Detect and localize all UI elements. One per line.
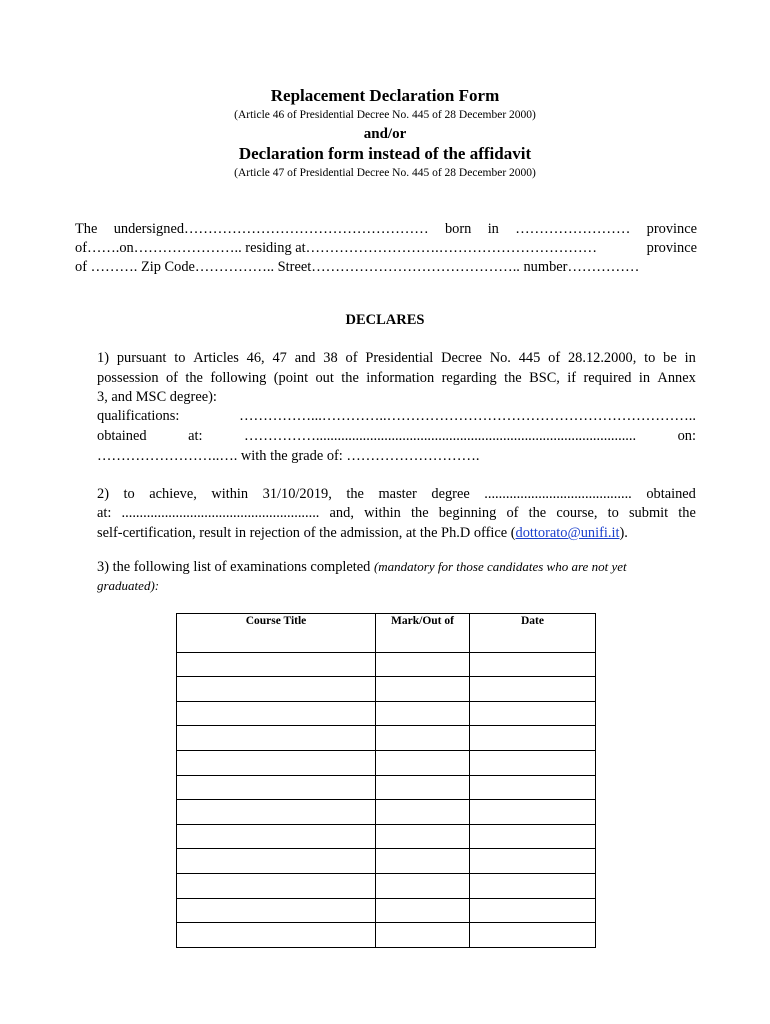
word: born bbox=[444, 221, 472, 237]
mark-cell[interactable] bbox=[376, 923, 470, 948]
date-cell[interactable] bbox=[470, 726, 596, 751]
birthplace-field[interactable]: …………………… bbox=[515, 221, 631, 237]
mark-cell[interactable] bbox=[376, 652, 470, 677]
obtained-at-field[interactable]: ……………......................................................................................... bbox=[243, 428, 637, 444]
date-cell[interactable] bbox=[470, 923, 596, 948]
word: in bbox=[487, 221, 499, 237]
mark-cell[interactable] bbox=[376, 750, 470, 775]
item1-grade-line[interactable]: ……………………..…. with the grade of: ………………………. bbox=[97, 448, 480, 464]
item3-line-2: graduated): bbox=[97, 578, 160, 593]
mark-cell[interactable] bbox=[376, 873, 470, 898]
mark-cell[interactable] bbox=[376, 775, 470, 800]
identity-line-1 bbox=[75, 221, 697, 238]
date-cell[interactable] bbox=[470, 652, 596, 677]
course-title-cell[interactable] bbox=[177, 775, 376, 800]
item3-line-1: 3) the following list of examinations completed (mandatory for those candidates who are not yet bbox=[97, 559, 627, 575]
table-header-row bbox=[177, 614, 596, 629]
date-cell[interactable] bbox=[470, 750, 596, 775]
item1-obtained-line: obtained at: ……………......................................................................................... on: bbox=[97, 428, 696, 444]
date-cell[interactable] bbox=[470, 677, 596, 702]
course-title-cell[interactable] bbox=[177, 824, 376, 849]
date-header: Date bbox=[470, 614, 596, 629]
date-cell[interactable] bbox=[470, 873, 596, 898]
birthdate-residence-field[interactable]: of…….on………………….. residing at……………………….…………………………… bbox=[75, 240, 598, 256]
course-title-cell[interactable] bbox=[177, 873, 376, 898]
course-title-cell[interactable] bbox=[177, 628, 376, 652]
course-title-cell[interactable] bbox=[177, 800, 376, 825]
table-row bbox=[177, 923, 596, 948]
phd-office-email-link[interactable]: dottorato@unifi.it bbox=[515, 525, 620, 541]
form-title: Replacement Declaration Form bbox=[270, 86, 500, 105]
item1-line-1: 1) pursuant to Articles 46, 47 and 38 of Presidential Decree No. 445 of 28.12.2000, to be in bbox=[97, 350, 696, 366]
item2-line-1: 2) to achieve, within 31/10/2019, the master degree ......................................... obtained bbox=[97, 486, 696, 502]
mark-cell[interactable] bbox=[376, 800, 470, 825]
course-title-cell[interactable] bbox=[177, 701, 376, 726]
identity-line-3[interactable]: of ………. Zip Code…………….. Street…………………………………….. number…………… bbox=[75, 259, 640, 275]
qualifications-field[interactable]: ……………...…………..……………………………………………………….. bbox=[239, 408, 696, 424]
item1-qualifications-line bbox=[97, 408, 696, 425]
and-or-label: and/or bbox=[363, 126, 407, 142]
form-title-affidavit: Declaration form instead of the affidavit bbox=[238, 144, 532, 163]
table-row bbox=[177, 726, 596, 751]
mark-cell[interactable] bbox=[376, 824, 470, 849]
master-obtained-at-field[interactable]: ....................................................... bbox=[121, 505, 320, 521]
table-row bbox=[177, 628, 596, 652]
course-title-cell[interactable] bbox=[177, 677, 376, 702]
form-subtitle-article46: (Article 46 of Presidential Decree No. 445 of 28 December 2000) bbox=[234, 109, 536, 121]
declares-heading: DECLARES bbox=[345, 312, 425, 328]
date-cell[interactable] bbox=[470, 824, 596, 849]
table-row bbox=[177, 750, 596, 775]
item1-line-3: 3, and MSC degree): bbox=[97, 389, 217, 405]
table-row bbox=[177, 898, 596, 923]
item1-line-2: possession of the following (point out the information regarding the BSC, if required in Annex bbox=[97, 370, 696, 386]
form-subtitle-article47: (Article 47 of Presidential Decree No. 445 of 28 December 2000) bbox=[234, 167, 536, 179]
course-title-cell[interactable] bbox=[177, 726, 376, 751]
examinations-table bbox=[176, 613, 596, 948]
date-cell[interactable] bbox=[470, 849, 596, 874]
mark-cell[interactable] bbox=[376, 677, 470, 702]
date-cell[interactable] bbox=[470, 800, 596, 825]
mark-cell[interactable] bbox=[376, 726, 470, 751]
table-row bbox=[177, 824, 596, 849]
item2-line-2: at: ....................................................... and, within the beginning of the course, to submit the bbox=[97, 505, 696, 521]
table-row bbox=[177, 775, 596, 800]
qualifications-label: qualifications: bbox=[97, 408, 180, 424]
course-title-cell[interactable] bbox=[177, 652, 376, 677]
course-title-cell[interactable] bbox=[177, 923, 376, 948]
table-row bbox=[177, 849, 596, 874]
course-title-cell[interactable] bbox=[177, 849, 376, 874]
item2-line-3: self-certification, result in rejection of the admission, at the Ph.D office (dottorato@unifi.it). bbox=[97, 525, 628, 541]
identity-line-2 bbox=[75, 240, 697, 257]
course-title-cell[interactable] bbox=[177, 898, 376, 923]
word: The bbox=[75, 221, 98, 237]
table-row bbox=[177, 677, 596, 702]
mark-cell[interactable] bbox=[376, 849, 470, 874]
date-cell[interactable] bbox=[470, 898, 596, 923]
course-title-header: Course Title bbox=[177, 614, 376, 629]
table-row bbox=[177, 652, 596, 677]
master-degree-field[interactable]: ......................................... bbox=[484, 486, 632, 502]
word: province bbox=[646, 221, 697, 237]
table-row bbox=[177, 701, 596, 726]
word: province bbox=[646, 240, 697, 256]
mark-out-of-header: Mark/Out of bbox=[376, 614, 470, 629]
table-row bbox=[177, 873, 596, 898]
date-cell[interactable] bbox=[470, 701, 596, 726]
date-cell[interactable] bbox=[470, 775, 596, 800]
table-row bbox=[177, 800, 596, 825]
date-cell[interactable] bbox=[470, 628, 596, 652]
mark-cell[interactable] bbox=[376, 628, 470, 652]
course-title-cell[interactable] bbox=[177, 750, 376, 775]
undersigned-field[interactable]: undersigned…………………………………………… bbox=[113, 221, 429, 237]
mark-cell[interactable] bbox=[376, 701, 470, 726]
mark-cell[interactable] bbox=[376, 898, 470, 923]
